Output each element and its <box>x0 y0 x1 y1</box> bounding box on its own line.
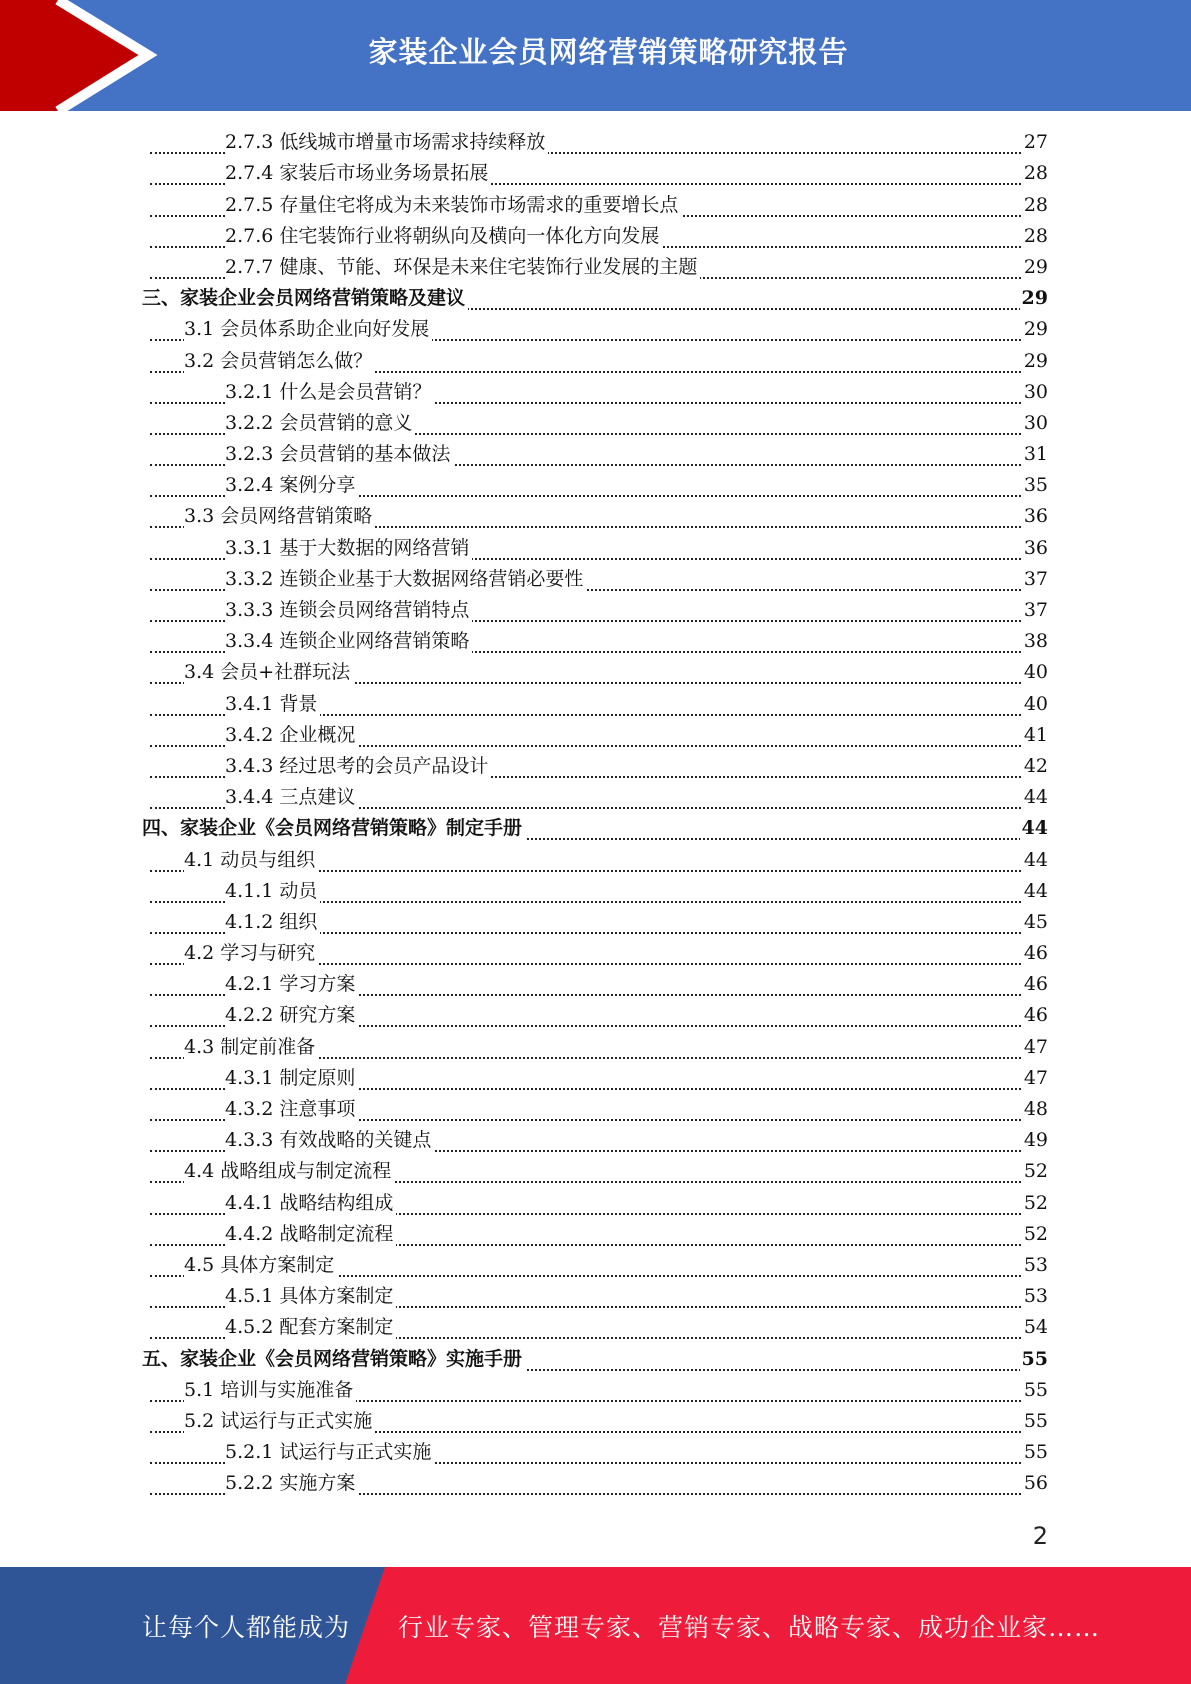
toc-entry-title: 4.5 具体方案制定 <box>184 1253 337 1277</box>
toc-entry-title: 3.2.2 会员营销的意义 <box>225 411 415 435</box>
page-number: 2 <box>1032 1522 1048 1550</box>
document-title: 家装企业会员网络营销策略研究报告 <box>368 34 849 69</box>
toc-entry-page: 28 <box>1023 224 1048 247</box>
toc-entry[interactable] <box>0 1406 1191 1437</box>
toc-entry-page: 44 <box>1021 817 1048 840</box>
toc-entry-title: 五、家装企业《会员网络营销策略》实施手册 <box>142 1347 525 1371</box>
toc-entry-page: 36 <box>1023 505 1048 528</box>
toc-entry[interactable] <box>0 1468 1191 1499</box>
toc-entry-title: 2.7.6 住宅装饰行业将朝纵向及横向一体化方向发展 <box>225 224 662 248</box>
toc-entry-page: 45 <box>1023 910 1048 933</box>
toc-entry-title: 4.2.2 研究方案 <box>225 1003 358 1027</box>
toc-entry-page: 38 <box>1023 630 1048 653</box>
toc-entry-page: 55 <box>1023 1441 1048 1464</box>
toc-entry-page: 40 <box>1023 692 1048 715</box>
toc-entry-title: 3.3.2 连锁企业基于大数据网络营销必要性 <box>225 567 586 591</box>
toc-entry-title: 5.1 培训与实施准备 <box>184 1378 356 1402</box>
toc-entry[interactable] <box>0 189 1191 220</box>
toc-entry-page: 40 <box>1023 661 1048 684</box>
toc-entry[interactable] <box>0 501 1191 532</box>
toc-entry-page: 46 <box>1023 1004 1048 1027</box>
toc-entry[interactable] <box>0 876 1191 907</box>
toc-entry-title: 4.1.1 动员 <box>225 879 320 903</box>
toc-entry[interactable] <box>0 969 1191 1000</box>
toc-entry[interactable] <box>0 377 1191 408</box>
toc-entry-title: 2.7.7 健康、节能、环保是未来住宅装饰行业发展的主题 <box>225 255 700 279</box>
toc-entry-title: 3.2.4 案例分享 <box>225 473 358 497</box>
toc-entry[interactable] <box>0 158 1191 189</box>
page-header <box>0 0 1191 111</box>
toc-entry-title: 3.3.1 基于大数据的网络营销 <box>225 536 472 560</box>
toc-entry-title: 4.4 战略组成与制定流程 <box>184 1159 394 1183</box>
toc-entry[interactable] <box>0 1187 1191 1218</box>
toc-entry-page: 54 <box>1023 1316 1048 1339</box>
toc-entry-title: 4.1 动员与组织 <box>184 848 318 872</box>
table-of-contents <box>0 127 1191 1499</box>
toc-entry-title: 2.7.5 存量住宅将成为未来装饰市场需求的重要增长点 <box>225 193 681 217</box>
toc-entry-page: 31 <box>1023 443 1048 466</box>
toc-entry[interactable] <box>0 1312 1191 1343</box>
toc-entry[interactable] <box>0 1375 1191 1406</box>
toc-entry-title: 4.3.1 制定原则 <box>225 1066 358 1090</box>
toc-entry[interactable] <box>0 1281 1191 1312</box>
toc-entry-page: 46 <box>1023 942 1048 965</box>
toc-entry-title: 4.5.2 配套方案制定 <box>225 1315 396 1339</box>
toc-entry[interactable] <box>0 564 1191 595</box>
toc-entry-page: 55 <box>1023 1409 1048 1432</box>
toc-entry-page: 44 <box>1023 786 1048 809</box>
toc-entry-page: 29 <box>1023 255 1048 278</box>
toc-entry-page: 42 <box>1023 754 1048 777</box>
toc-entry-page: 36 <box>1023 536 1048 559</box>
toc-entry[interactable] <box>0 907 1191 938</box>
toc-entry-title: 3.4.2 企业概况 <box>225 723 358 747</box>
toc-entry-page: 41 <box>1023 723 1048 746</box>
toc-entry[interactable] <box>0 252 1191 283</box>
toc-entry[interactable] <box>0 1125 1191 1156</box>
toc-entry[interactable] <box>0 688 1191 719</box>
toc-entry-page: 37 <box>1023 599 1048 621</box>
toc-entry-page: 52 <box>1023 1222 1048 1245</box>
toc-entry-page: 53 <box>1023 1285 1048 1308</box>
footer-slogan-left: 让每个人都能成为 <box>142 1612 351 1642</box>
toc-entry-page: 52 <box>1023 1191 1048 1214</box>
toc-entry-title: 4.3.2 注意事项 <box>225 1097 358 1121</box>
toc-entry-page: 29 <box>1023 318 1048 341</box>
toc-entry-title: 3.1 会员体系助企业向好发展 <box>184 317 432 341</box>
toc-entry-title: 3.3.4 连锁企业网络营销策略 <box>225 629 472 653</box>
toc-entry-title: 4.3 制定前准备 <box>184 1035 318 1059</box>
toc-entry-page: 55 <box>1023 1378 1048 1401</box>
toc-entry-title: 3.4.1 背景 <box>225 692 320 716</box>
toc-entry[interactable] <box>0 782 1191 813</box>
toc-entry[interactable] <box>0 1156 1191 1187</box>
toc-entry-page: 53 <box>1023 1253 1048 1276</box>
toc-entry-title: 3.2.3 会员营销的基本做法 <box>225 442 453 466</box>
toc-entry[interactable] <box>0 345 1191 376</box>
toc-entry[interactable] <box>0 283 1191 314</box>
toc-entry-title: 4.4.2 战略制定流程 <box>225 1222 396 1246</box>
toc-entry-title: 4.2 学习与研究 <box>184 941 318 965</box>
toc-entry-title: 3.2 会员营销怎么做？ <box>184 349 375 373</box>
toc-entry[interactable] <box>0 751 1191 782</box>
toc-entry[interactable] <box>0 720 1191 751</box>
toc-entry-page: 28 <box>1023 162 1048 185</box>
toc-entry[interactable] <box>0 813 1191 844</box>
toc-entry[interactable] <box>0 408 1191 439</box>
toc-entry[interactable] <box>0 439 1191 470</box>
toc-entry-title: 4.3.3 有效战略的关键点 <box>225 1128 434 1152</box>
toc-entry-page: 56 <box>1023 1472 1048 1495</box>
toc-entry-title: 4.2.1 学习方案 <box>225 972 358 996</box>
toc-entry-page: 44 <box>1023 879 1048 902</box>
toc-entry-title: 2.7.3 低线城市增量市场需求持续释放 <box>225 130 548 154</box>
toc-entry-page: 27 <box>1023 131 1048 154</box>
page-footer <box>0 1567 1191 1684</box>
toc-entry[interactable] <box>0 938 1191 969</box>
toc-entry-title: 2.7.4 家装后市场业务场景拓展 <box>225 161 491 185</box>
toc-entry-page: 47 <box>1023 1066 1048 1089</box>
toc-entry[interactable] <box>0 1437 1191 1468</box>
toc-entry-page: 35 <box>1023 474 1048 497</box>
toc-entry-title: 4.5.1 具体方案制定 <box>225 1284 396 1308</box>
toc-entry[interactable] <box>0 1063 1191 1094</box>
toc-entry-title: 3.4.3 经过思考的会员产品设计 <box>225 754 491 778</box>
toc-entry-page: 52 <box>1023 1160 1048 1183</box>
toc-entry-title: 4.4.1 战略结构组成 <box>225 1191 396 1215</box>
toc-entry[interactable] <box>0 595 1191 626</box>
toc-entry[interactable] <box>0 1219 1191 1250</box>
toc-entry-title: 3.3.3 连锁会员网络营销特点 <box>225 598 472 622</box>
toc-entry-title: 3.2.1 什么是会员营销？ <box>225 380 434 404</box>
toc-entry[interactable] <box>0 1250 1191 1281</box>
toc-entry[interactable] <box>0 626 1191 657</box>
toc-entry-title: 5.2 试运行与正式实施 <box>184 1409 375 1433</box>
toc-entry-page: 30 <box>1023 380 1048 403</box>
toc-entry-page: 49 <box>1023 1129 1048 1152</box>
toc-entry-title: 3.4.4 三点建议 <box>225 785 358 809</box>
toc-entry-page: 46 <box>1023 973 1048 996</box>
toc-entry-title: 3.3 会员网络营销策略 <box>184 504 375 528</box>
toc-entry[interactable] <box>0 1343 1191 1374</box>
toc-entry-page: 48 <box>1023 1098 1048 1120</box>
toc-entry[interactable] <box>0 1031 1191 1062</box>
toc-entry-page: 29 <box>1021 287 1048 310</box>
toc-entry-page: 28 <box>1023 193 1048 216</box>
toc-entry[interactable] <box>0 221 1191 252</box>
toc-entry-title: 四、家装企业《会员网络营销策略》制定手册 <box>142 816 525 840</box>
toc-entry[interactable] <box>0 470 1191 501</box>
toc-entry-page: 30 <box>1023 411 1048 434</box>
toc-entry-title: 4.1.2 组织 <box>225 910 320 934</box>
toc-entry[interactable] <box>0 1000 1191 1031</box>
toc-entry[interactable] <box>0 657 1191 688</box>
toc-entry-page: 44 <box>1023 848 1048 871</box>
toc-entry[interactable] <box>0 314 1191 345</box>
toc-entry[interactable] <box>0 844 1191 875</box>
toc-entry-page: 37 <box>1023 567 1048 590</box>
toc-entry-page: 29 <box>1023 349 1048 372</box>
toc-entry-title: 5.2.1 试运行与正式实施 <box>225 1440 434 1464</box>
toc-entry-page: 55 <box>1021 1347 1048 1370</box>
toc-entry[interactable] <box>0 1094 1191 1125</box>
footer-slogan-right: 行业专家、管理专家、营销专家、战略专家、成功企业家…… <box>398 1612 1101 1642</box>
toc-entry-title: 5.2.2 实施方案 <box>225 1471 358 1495</box>
toc-entry-title: 三、家装企业会员网络营销策略及建议 <box>142 286 468 310</box>
toc-entry-page: 47 <box>1023 1035 1048 1058</box>
toc-entry[interactable] <box>0 532 1191 563</box>
toc-entry[interactable] <box>0 127 1191 158</box>
toc-entry-title: 3.4 会员+社群玩法 <box>184 660 353 684</box>
